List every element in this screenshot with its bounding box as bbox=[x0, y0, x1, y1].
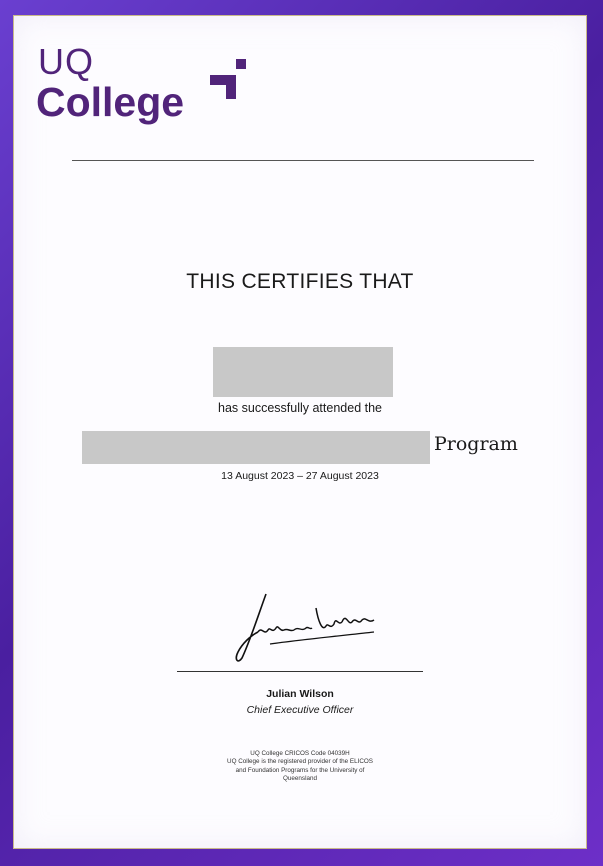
signatory-name: Julian Wilson bbox=[266, 688, 334, 700]
footer-line-4: Queensland bbox=[283, 775, 317, 783]
redacted-recipient-name bbox=[213, 347, 393, 397]
attended-text: has successfully attended the bbox=[218, 401, 382, 415]
signature-image bbox=[228, 586, 378, 666]
signatory-title: Chief Executive Officer bbox=[246, 704, 354, 716]
program-label: Program bbox=[434, 433, 518, 455]
certifies-heading: THIS CERTIFIES THAT bbox=[186, 270, 414, 293]
certificate-paper bbox=[14, 16, 586, 848]
signature-line bbox=[177, 671, 423, 672]
footer-line-1: UQ College CRICOS Code 04039H bbox=[250, 750, 350, 757]
logo-mark-icon bbox=[210, 59, 248, 99]
logo-uq-text: UQ bbox=[38, 41, 94, 82]
logo-college-text: College bbox=[36, 79, 185, 125]
program-dates: 13 August 2023 – 27 August 2023 bbox=[221, 470, 379, 482]
redacted-program-name bbox=[82, 431, 430, 464]
cricos-footer bbox=[14, 750, 586, 784]
footer-line-3: and Foundation Programs for the University of bbox=[235, 766, 365, 774]
top-divider bbox=[72, 160, 534, 161]
footer-line-2: UQ College is the registered provider of the ELICOS bbox=[227, 758, 373, 766]
